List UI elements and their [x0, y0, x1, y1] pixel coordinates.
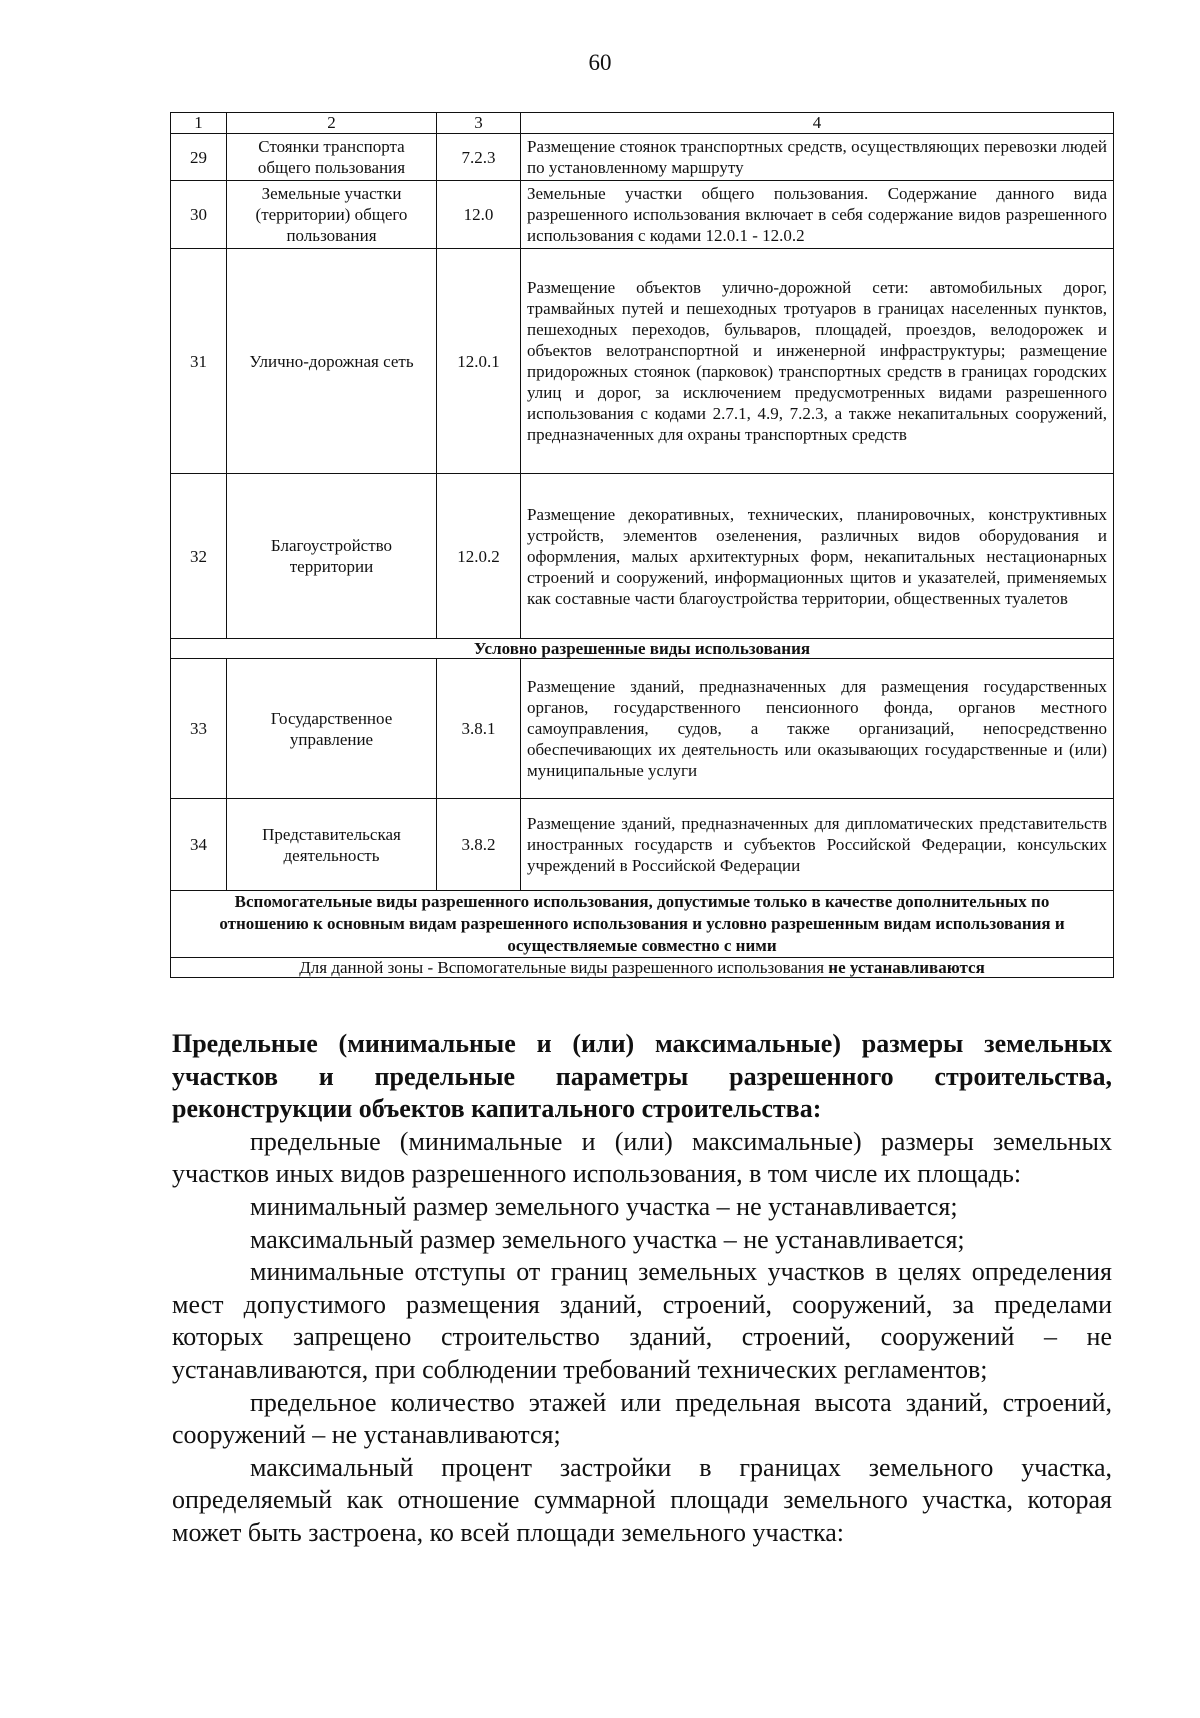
paragraph: предельные (минимальные и (или) максимальные) размеры земельных участков иных видов разрешенного использования, в том числе их площадь:: [172, 1126, 1112, 1189]
use-type-description: Размещение стоянок транспортных средств, осуществляющих перевозки людей по установленному маршруту: [521, 134, 1114, 181]
use-type-code: 12.0.1: [437, 249, 521, 474]
auxiliary-note-row: [171, 958, 1114, 978]
auxiliary-note-prefix: Для данной зоны - Вспомогательные виды разрешенного использования: [299, 958, 825, 977]
use-type-description: Размещение декоративных, технических, планировочных, конструктивных устройств, элементов озеленения, различных видов оборудования и оформления, малых архитектурных форм, некапитальных нестационарных строений и сооружений, информационных щитов и указателей, применяемых как составные части благоустройства территории, общественных туалетов: [521, 474, 1114, 639]
auxiliary-note: [171, 958, 1114, 978]
use-type-description: Размещение объектов улично-дорожной сети: автомобильных дорог, трамвайных путей и пешеходных тротуаров в границах населенных пунктов, пешеходных переходов, бульваров, площадей, проездов, велодорожек и объектов велотранспортной и инженерной инфраструктуры; размещение придорожных стоянок (парковок) транспортных средств в границах городских улиц и дорог, за исключением предусмотренных видами разрешенного использования с кодами 2.7.1, 4.9, 7.2.3, а также некапитальных сооружений, предназначенных для охраны транспортных средств: [521, 249, 1114, 474]
table-row: [171, 799, 1114, 891]
table-row: [171, 474, 1114, 639]
use-type-code: 3.8.2: [437, 799, 521, 891]
row-number: 30: [171, 181, 227, 249]
page-number: 60: [588, 50, 612, 75]
section-title-auxiliary: Вспомогательные виды разрешенного использования, допустимые только в качестве дополнительных по отношению к основным видам разрешенного использования и условно разрешенным видам использования и осуществляемые совместно с ними: [171, 891, 1114, 958]
table-row: [171, 181, 1114, 249]
column-header: 2: [227, 113, 437, 134]
use-type-name: Стоянки транспорта общего пользования: [227, 134, 437, 181]
use-type-description: Размещение зданий, предназначенных для дипломатических представительств иностранных государств и субъектов Российской Федерации, консульских учреждений в Российской Федерации: [521, 799, 1114, 891]
row-number: 31: [171, 249, 227, 474]
row-number: 32: [171, 474, 227, 639]
section-row-conditional: [171, 639, 1114, 659]
paragraph: максимальный размер земельного участка – не устанавливается;: [250, 1224, 965, 1254]
section-title-conditional: Условно разрешенные виды использования: [171, 639, 1114, 659]
paragraph: предельное количество этажей или предельная высота зданий, строений, сооружений – не устанавливаются;: [172, 1387, 1112, 1450]
use-type-name: Улично-дорожная сеть: [227, 249, 437, 474]
row-number: 34: [171, 799, 227, 891]
paragraph: минимальный размер земельного участка – не устанавливается;: [250, 1191, 958, 1221]
paragraph: минимальные отступы от границ земельных участков в целях определения мест допустимого размещения зданий, строений, сооружений, за пределами которых запрещено строительство зданий, строений, сооружений – не устанавливаются, при соблюдении требований технических регламентов;: [172, 1257, 1112, 1384]
use-type-code: 3.8.1: [437, 659, 521, 799]
section-row-auxiliary: [171, 891, 1114, 958]
use-type-name: Земельные участки (территории) общего пользования: [227, 181, 437, 249]
paragraph: максимальный процент застройки в границах земельного участка, определяемый как отношение суммарной площади земельного участка, которая может быть застроена, ко всей площади земельного участка:: [172, 1452, 1112, 1547]
table-header-row: [171, 113, 1114, 134]
use-type-description: Земельные участки общего пользования. Содержание данного вида разрешенного использования включает в себя содержание видов разрешенного использования с кодами 12.0.1 - 12.0.2: [521, 181, 1114, 249]
use-type-code: 12.0: [437, 181, 521, 249]
auxiliary-note-emphasis: не устанавливаются: [828, 958, 985, 977]
section-heading: Предельные (минимальные и (или) максимальные) размеры земельных участков и предельные параметры разрешенного строительства, реконструкции объектов капитального строительства:: [172, 1029, 1112, 1124]
table-row: [171, 659, 1114, 799]
land-use-table: [170, 112, 1114, 978]
table-row: [171, 249, 1114, 474]
row-number: 29: [171, 134, 227, 181]
use-type-name: Представительская деятельность: [227, 799, 437, 891]
use-type-code: 7.2.3: [437, 134, 521, 181]
table-row: [171, 134, 1114, 181]
use-type-name: Государственное управление: [227, 659, 437, 799]
row-number: 33: [171, 659, 227, 799]
parameters-section: [172, 1028, 1112, 1550]
column-header: 4: [521, 113, 1114, 134]
column-header: 1: [171, 113, 227, 134]
use-type-code: 12.0.2: [437, 474, 521, 639]
use-type-name: Благоустройство территории: [227, 474, 437, 639]
column-header: 3: [437, 113, 521, 134]
use-type-description: Размещение зданий, предназначенных для размещения государственных органов, государственного пенсионного фонда, органов местного самоуправления, судов, а также организаций, непосредственно обеспечивающих их деятельность или оказывающих государственные и (или) муниципальные услуги: [521, 659, 1114, 799]
